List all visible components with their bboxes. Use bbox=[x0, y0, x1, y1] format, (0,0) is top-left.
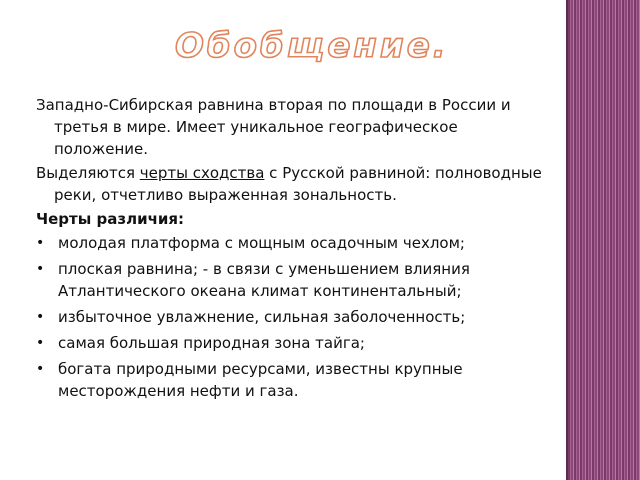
list-item-text: избыточное увлажнение, сильная заболоченность; bbox=[58, 308, 466, 326]
paragraph-intro: Западно-Сибирская равнина вторая по площади в России и третья в мире. Имеет уникальное географическое положение. bbox=[36, 96, 511, 158]
bullet-icon: • bbox=[36, 361, 45, 377]
slide-title: Обобщение. bbox=[175, 26, 449, 66]
list-item-text: молодая платформа с мощным осадочным чехлом; bbox=[58, 234, 465, 252]
list-item-text: богата природными ресурсами, известны крупные месторождения нефти и газа. bbox=[58, 360, 463, 400]
bullet-icon: • bbox=[36, 261, 45, 277]
differences-heading: Черты различия: bbox=[36, 210, 185, 228]
similarities-underlined: черты сходства bbox=[139, 164, 265, 182]
list-item bbox=[36, 332, 556, 354]
bullet-icon: • bbox=[36, 335, 45, 351]
differences-list bbox=[36, 232, 556, 402]
bullet-icon: • bbox=[36, 235, 45, 251]
similarities-suffix: с Русской равниной: полноводные реки, отчетливо выраженная зональность. bbox=[54, 164, 542, 204]
list-item bbox=[36, 358, 556, 402]
paragraph-similarities bbox=[36, 162, 556, 206]
list-item bbox=[36, 258, 556, 302]
bullet-icon: • bbox=[36, 309, 45, 325]
side-stripe-decoration bbox=[568, 0, 640, 480]
list-item-text: плоская равнина; - в связи с уменьшением влияния Атлантического океана климат континентальный; bbox=[58, 260, 470, 300]
similarities-prefix: Выделяются bbox=[36, 164, 140, 182]
list-item bbox=[36, 232, 556, 254]
slide-content bbox=[36, 94, 556, 406]
list-item bbox=[36, 306, 556, 328]
list-item-text: самая большая природная зона тайга; bbox=[58, 334, 365, 352]
